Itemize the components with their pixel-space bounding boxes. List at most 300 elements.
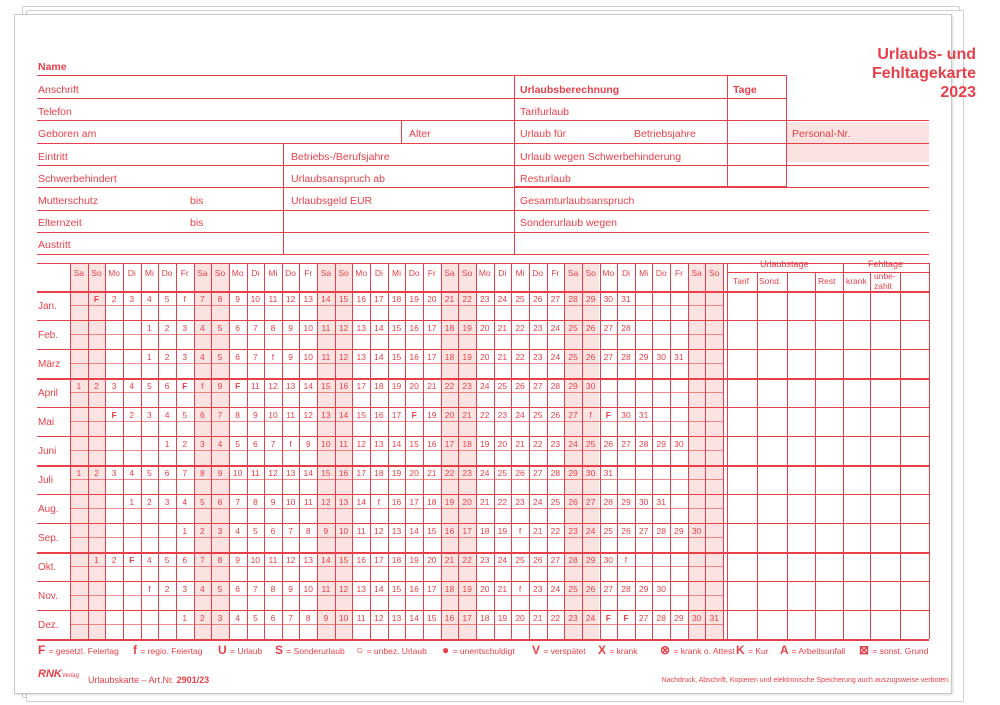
calendar-day-cell[interactable]: 19 (480, 439, 490, 449)
calendar-day-cell[interactable]: 10 (303, 352, 313, 362)
calendar-day-cell[interactable]: 8 (217, 555, 223, 565)
calendar-day-cell[interactable]: 12 (268, 381, 278, 391)
calendar-day-cell[interactable]: 22 (480, 410, 490, 420)
calendar-day-cell[interactable]: 17 (391, 410, 402, 420)
calendar-day-cell[interactable]: 13 (285, 468, 296, 478)
calendar-day-cell[interactable]: 22 (497, 497, 508, 507)
calendar-day-cell[interactable]: 21 (497, 352, 508, 362)
calendar-day-cell[interactable]: 18 (480, 613, 490, 623)
calendar-day-cell[interactable]: 12 (338, 584, 349, 594)
calendar-day-cell[interactable]: 4 (200, 352, 205, 362)
calendar-day-cell[interactable]: 29 (585, 294, 596, 304)
calendar-day-cell[interactable]: F (605, 410, 611, 420)
calendar-day-cell[interactable]: 31 (621, 294, 631, 304)
calendar-day-cell[interactable]: 9 (252, 410, 258, 420)
calendar-day-cell[interactable]: 16 (356, 555, 366, 565)
calendar-day-cell[interactable]: 8 (270, 584, 276, 594)
calendar-day-cell[interactable]: 24 (550, 584, 561, 594)
calendar-day-cell[interactable]: 25 (497, 381, 508, 391)
calendar-day-cell[interactable]: 21 (532, 613, 543, 623)
calendar-day-cell[interactable]: 14 (303, 381, 313, 391)
calendar-day-cell[interactable]: 26 (532, 555, 543, 565)
calendar-day-cell[interactable]: 10 (303, 323, 313, 333)
calendar-day-cell[interactable]: 5 (147, 381, 152, 391)
calendar-day-cell[interactable]: 9 (305, 439, 311, 449)
calendar-day-cell[interactable]: 30 (603, 555, 614, 565)
calendar-day-cell[interactable]: 1 (129, 497, 135, 507)
calendar-day-cell[interactable]: 15 (321, 381, 331, 391)
calendar-day-cell[interactable]: 17 (427, 584, 437, 594)
calendar-day-cell[interactable]: 17 (356, 381, 366, 391)
calendar-day-cell[interactable]: 10 (250, 555, 261, 565)
calendar-day-cell[interactable]: 19 (427, 410, 437, 420)
calendar-day-cell[interactable]: 3 (111, 381, 117, 391)
calendar-day-cell[interactable]: 29 (674, 613, 684, 623)
calendar-day-cell[interactable]: 9 (288, 584, 293, 594)
calendar-day-cell[interactable]: 30 (674, 439, 684, 449)
calendar-day-cell[interactable]: 14 (409, 613, 419, 623)
calendar-day-cell[interactable]: 23 (462, 381, 472, 391)
calendar-day-cell[interactable]: 19 (462, 352, 472, 362)
calendar-day-cell[interactable]: 14 (303, 468, 313, 478)
calendar-day-cell[interactable]: 30 (585, 381, 596, 391)
calendar-day-cell[interactable]: 6 (182, 555, 188, 565)
calendar-day-cell[interactable]: 24 (480, 468, 490, 478)
calendar-day-cell[interactable]: 30 (603, 294, 614, 304)
calendar-day-cell[interactable]: 2 (147, 497, 152, 507)
calendar-day-cell[interactable]: 20 (497, 439, 508, 449)
calendar-day-cell[interactable]: 19 (462, 584, 472, 594)
calendar-day-cell[interactable]: 1 (76, 468, 82, 478)
calendar-day-cell[interactable]: 12 (374, 613, 384, 623)
calendar-day-cell[interactable]: 21 (427, 381, 437, 391)
calendar-day-cell[interactable]: 30 (691, 613, 702, 623)
calendar-day-cell[interactable]: 31 (674, 352, 684, 362)
calendar-day-cell[interactable]: 13 (303, 294, 313, 304)
calendar-day-cell[interactable]: 25 (497, 468, 508, 478)
calendar-day-cell[interactable]: 4 (200, 323, 205, 333)
calendar-day-cell[interactable]: 7 (252, 323, 258, 333)
calendar-day-cell[interactable]: 7 (288, 613, 293, 623)
calendar-day-cell[interactable]: 6 (235, 323, 241, 333)
calendar-day-cell[interactable]: 11 (250, 468, 260, 478)
calendar-day-cell[interactable]: 14 (374, 323, 384, 333)
calendar-day-cell[interactable]: 17 (462, 613, 472, 623)
calendar-day-cell[interactable]: 8 (200, 468, 205, 478)
calendar-day-cell[interactable]: 6 (235, 584, 241, 594)
calendar-day-cell[interactable]: 23 (480, 555, 490, 565)
calendar-day-cell[interactable]: 9 (217, 468, 223, 478)
calendar-day-cell[interactable]: f (518, 526, 522, 536)
calendar-day-cell[interactable]: 13 (356, 323, 366, 333)
calendar-day-cell[interactable]: 22 (444, 381, 455, 391)
calendar-day-cell[interactable]: 11 (286, 410, 296, 420)
calendar-day-cell[interactable]: f (183, 294, 186, 304)
calendar-day-cell[interactable]: 3 (182, 584, 188, 594)
calendar-day-cell[interactable]: 4 (164, 410, 170, 420)
calendar-day-cell[interactable]: 16 (338, 381, 349, 391)
calendar-day-cell[interactable]: 18 (444, 352, 455, 362)
calendar-day-cell[interactable]: 30 (621, 410, 631, 420)
calendar-day-cell[interactable]: 10 (268, 410, 278, 420)
calendar-day-cell[interactable]: 17 (462, 526, 472, 536)
calendar-day-cell[interactable]: 25 (515, 555, 525, 565)
calendar-day-cell[interactable]: 16 (409, 584, 419, 594)
calendar-day-cell[interactable]: 7 (200, 294, 205, 304)
calendar-day-cell[interactable]: 7 (182, 468, 188, 478)
calendar-day-cell[interactable]: 12 (374, 526, 384, 536)
calendar-day-cell[interactable]: 27 (638, 613, 649, 623)
calendar-day-cell[interactable]: 10 (338, 526, 349, 536)
calendar-day-cell[interactable]: 5 (217, 323, 223, 333)
calendar-day-cell[interactable]: 7 (235, 497, 241, 507)
calendar-day-cell[interactable]: 3 (147, 410, 152, 420)
calendar-day-cell[interactable]: 16 (409, 323, 419, 333)
calendar-day-cell[interactable]: 19 (497, 613, 508, 623)
calendar-day-cell[interactable]: 18 (444, 584, 455, 594)
calendar-day-cell[interactable]: 9 (217, 381, 223, 391)
calendar-day-cell[interactable]: 31 (603, 468, 614, 478)
calendar-day-cell[interactable]: 28 (550, 381, 561, 391)
calendar-day-cell[interactable]: 9 (270, 497, 276, 507)
calendar-day-cell[interactable]: 3 (182, 323, 188, 333)
calendar-day-cell[interactable]: 15 (356, 410, 366, 420)
calendar-day-cell[interactable]: 28 (603, 497, 614, 507)
calendar-day-cell[interactable]: 10 (250, 294, 261, 304)
calendar-day-cell[interactable]: 22 (550, 613, 561, 623)
calendar-day-cell[interactable]: 26 (585, 352, 596, 362)
calendar-day-cell[interactable]: 5 (182, 410, 188, 420)
calendar-day-cell[interactable]: 21 (532, 526, 543, 536)
calendar-day-cell[interactable]: 23 (568, 526, 578, 536)
calendar-day-cell[interactable]: 25 (532, 410, 543, 420)
calendar-day-cell[interactable]: 30 (656, 584, 666, 594)
calendar-day-cell[interactable]: 28 (621, 584, 631, 594)
calendar-day-cell[interactable]: 5 (252, 613, 258, 623)
calendar-day-cell[interactable]: 13 (303, 555, 313, 565)
calendar-day-cell[interactable]: 21 (497, 323, 508, 333)
calendar-day-cell[interactable]: 28 (638, 439, 649, 449)
calendar-day-cell[interactable]: f (201, 381, 204, 391)
calendar-day-cell[interactable]: 23 (568, 613, 578, 623)
calendar-day-cell[interactable]: 29 (568, 381, 578, 391)
calendar-day-cell[interactable]: F (182, 381, 188, 391)
calendar-day-cell[interactable]: 29 (638, 352, 649, 362)
calendar-day-cell[interactable]: 13 (285, 381, 296, 391)
calendar-day-cell[interactable]: 5 (252, 526, 258, 536)
calendar-day-cell[interactable]: 8 (217, 294, 223, 304)
calendar-day-cell[interactable]: 12 (356, 439, 366, 449)
calendar-day-cell[interactable]: 27 (585, 497, 596, 507)
calendar-day-cell[interactable]: 2 (129, 410, 135, 420)
calendar-day-cell[interactable]: 1 (147, 323, 152, 333)
calendar-day-cell[interactable]: 9 (235, 294, 241, 304)
calendar-day-cell[interactable]: 2 (200, 613, 205, 623)
calendar-day-cell[interactable]: 17 (356, 468, 366, 478)
calendar-day-cell[interactable]: 2 (164, 323, 170, 333)
calendar-day-cell[interactable]: 24 (585, 526, 596, 536)
calendar-day-cell[interactable]: 4 (129, 381, 135, 391)
calendar-day-cell[interactable]: 7 (288, 526, 293, 536)
calendar-day-cell[interactable]: 1 (182, 613, 188, 623)
calendar-day-cell[interactable]: f (589, 410, 592, 420)
calendar-day-cell[interactable]: 20 (444, 410, 455, 420)
calendar-day-cell[interactable]: 5 (164, 294, 170, 304)
calendar-day-cell[interactable]: 24 (550, 323, 561, 333)
calendar-day-cell[interactable]: 16 (444, 526, 455, 536)
calendar-day-cell[interactable]: 25 (603, 526, 614, 536)
calendar-day-cell[interactable]: 10 (303, 584, 313, 594)
calendar-day-cell[interactable]: 7 (217, 410, 223, 420)
calendar-day-cell[interactable]: 6 (270, 613, 276, 623)
calendar-day-cell[interactable]: 4 (182, 497, 188, 507)
calendar-day-cell[interactable]: 18 (427, 497, 437, 507)
calendar-day-cell[interactable]: 4 (129, 468, 135, 478)
calendar-day-cell[interactable]: 2 (164, 352, 170, 362)
calendar-day-cell[interactable]: 11 (356, 613, 366, 623)
calendar-day-cell[interactable]: 1 (76, 381, 82, 391)
calendar-day-cell[interactable]: 25 (568, 323, 578, 333)
calendar-day-cell[interactable]: 12 (285, 294, 296, 304)
calendar-day-cell[interactable]: 4 (147, 294, 152, 304)
calendar-day-cell[interactable]: 16 (427, 439, 437, 449)
calendar-day-cell[interactable]: 8 (305, 613, 311, 623)
calendar-day-cell[interactable]: 19 (391, 381, 402, 391)
calendar-day-cell[interactable]: 3 (217, 613, 223, 623)
calendar-day-cell[interactable]: 10 (285, 497, 296, 507)
calendar-day-cell[interactable]: 12 (268, 468, 278, 478)
calendar-day-cell[interactable]: 15 (391, 584, 402, 594)
calendar-day-cell[interactable]: 11 (321, 352, 331, 362)
calendar-day-cell[interactable]: 3 (111, 468, 117, 478)
calendar-day-cell[interactable]: 10 (321, 439, 331, 449)
calendar-day-cell[interactable]: f (271, 352, 275, 362)
calendar-day-cell[interactable]: 20 (480, 584, 490, 594)
calendar-day-cell[interactable]: 30 (638, 497, 649, 507)
calendar-day-cell[interactable]: 5 (147, 468, 152, 478)
calendar-day-cell[interactable]: 24 (497, 294, 508, 304)
calendar-day-cell[interactable]: 19 (444, 497, 455, 507)
calendar-day-cell[interactable]: 2 (182, 439, 188, 449)
calendar-day-cell[interactable]: 12 (285, 555, 296, 565)
calendar-day-cell[interactable]: 12 (303, 410, 313, 420)
calendar-day-cell[interactable]: f (289, 439, 292, 449)
calendar-day-cell[interactable]: 20 (515, 613, 525, 623)
calendar-day-cell[interactable]: 16 (391, 497, 402, 507)
calendar-day-cell[interactable]: 27 (568, 410, 578, 420)
calendar-day-cell[interactable]: 12 (338, 352, 349, 362)
calendar-day-cell[interactable]: 3 (164, 497, 170, 507)
calendar-day-cell[interactable]: 13 (374, 439, 384, 449)
calendar-day-cell[interactable]: 27 (550, 294, 561, 304)
calendar-day-cell[interactable]: 11 (268, 294, 278, 304)
calendar-day-cell[interactable]: F (129, 555, 135, 565)
calendar-day-cell[interactable]: 24 (585, 613, 596, 623)
calendar-day-cell[interactable]: 11 (321, 584, 331, 594)
calendar-day-cell[interactable]: 30 (585, 468, 596, 478)
calendar-day-cell[interactable]: 21 (480, 497, 490, 507)
calendar-day-cell[interactable]: 16 (356, 294, 366, 304)
calendar-day-cell[interactable]: 15 (391, 323, 402, 333)
calendar-day-cell[interactable]: 26 (550, 410, 561, 420)
calendar-day-cell[interactable]: 12 (321, 497, 331, 507)
calendar-day-cell[interactable]: 27 (603, 584, 614, 594)
calendar-day-cell[interactable]: 23 (462, 468, 472, 478)
calendar-day-cell[interactable]: 20 (480, 323, 490, 333)
calendar-day-cell[interactable]: 27 (638, 526, 649, 536)
calendar-day-cell[interactable]: 22 (444, 468, 455, 478)
calendar-day-cell[interactable]: 21 (444, 294, 455, 304)
calendar-day-cell[interactable]: 25 (568, 352, 578, 362)
calendar-day-cell[interactable]: 20 (409, 468, 419, 478)
calendar-day-cell[interactable]: 13 (391, 526, 402, 536)
calendar-day-cell[interactable]: f (518, 584, 522, 594)
calendar-day-cell[interactable]: 25 (585, 439, 596, 449)
calendar-day-cell[interactable]: 30 (691, 526, 702, 536)
calendar-day-cell[interactable]: 25 (550, 497, 561, 507)
calendar-day-cell[interactable]: 2 (200, 526, 205, 536)
calendar-day-cell[interactable]: 11 (339, 439, 348, 449)
calendar-day-cell[interactable]: 10 (232, 468, 243, 478)
calendar-day-cell[interactable]: 26 (568, 497, 578, 507)
calendar-day-cell[interactable]: 24 (515, 410, 525, 420)
calendar-day-cell[interactable]: 5 (235, 439, 241, 449)
calendar-day-cell[interactable]: 5 (217, 584, 223, 594)
calendar-day-cell[interactable]: 17 (444, 439, 455, 449)
calendar-day-cell[interactable]: 28 (621, 323, 631, 333)
calendar-day-cell[interactable]: 31 (656, 497, 666, 507)
calendar-day-cell[interactable]: 15 (427, 526, 437, 536)
calendar-day-cell[interactable]: 9 (288, 352, 293, 362)
calendar-day-cell[interactable]: 26 (515, 381, 525, 391)
calendar-day-cell[interactable]: 20 (427, 555, 437, 565)
calendar-day-cell[interactable]: 25 (568, 584, 578, 594)
calendar-day-cell[interactable]: 15 (338, 294, 349, 304)
calendar-day-cell[interactable]: 27 (532, 468, 543, 478)
calendar-day-cell[interactable]: 1 (147, 352, 152, 362)
calendar-day-cell[interactable]: F (623, 613, 629, 623)
calendar-day-cell[interactable]: 11 (303, 497, 313, 507)
calendar-day-cell[interactable]: F (111, 410, 117, 420)
calendar-day-cell[interactable]: 14 (321, 555, 331, 565)
calendar-day-cell[interactable]: 11 (268, 555, 278, 565)
calendar-day-cell[interactable]: 24 (480, 381, 490, 391)
calendar-day-cell[interactable]: 4 (200, 584, 205, 594)
calendar-day-cell[interactable]: 15 (427, 613, 437, 623)
calendar-day-cell[interactable]: f (377, 497, 381, 507)
calendar-day-cell[interactable]: 14 (374, 584, 384, 594)
calendar-day-cell[interactable]: 29 (621, 497, 631, 507)
calendar-day-cell[interactable]: 19 (497, 526, 508, 536)
calendar-day-cell[interactable]: 28 (568, 294, 578, 304)
calendar-day-cell[interactable]: 24 (532, 497, 543, 507)
calendar-day-cell[interactable]: 6 (217, 497, 223, 507)
calendar-day-cell[interactable]: 22 (515, 323, 525, 333)
calendar-day-cell[interactable]: 14 (391, 439, 402, 449)
calendar-day-cell[interactable]: 23 (532, 323, 543, 333)
calendar-day-cell[interactable]: 26 (621, 526, 631, 536)
calendar-day-cell[interactable]: 2 (111, 294, 117, 304)
calendar-day-cell[interactable]: 7 (270, 439, 276, 449)
calendar-day-cell[interactable]: 21 (462, 410, 472, 420)
calendar-day-cell[interactable]: 19 (391, 468, 402, 478)
calendar-day-cell[interactable]: 22 (462, 294, 472, 304)
calendar-day-cell[interactable]: 26 (515, 468, 525, 478)
calendar-day-cell[interactable]: 6 (235, 352, 241, 362)
calendar-day-cell[interactable]: 25 (515, 294, 525, 304)
calendar-day-cell[interactable]: 28 (656, 613, 666, 623)
calendar-day-cell[interactable]: 3 (217, 526, 223, 536)
calendar-day-cell[interactable]: 26 (585, 323, 596, 333)
calendar-day-cell[interactable]: 6 (164, 468, 170, 478)
calendar-day-cell[interactable]: F (605, 613, 611, 623)
calendar-day-cell[interactable]: 14 (321, 294, 331, 304)
calendar-day-cell[interactable]: 9 (323, 613, 329, 623)
calendar-day-cell[interactable]: 18 (374, 468, 384, 478)
calendar-day-cell[interactable]: 14 (374, 352, 384, 362)
calendar-day-cell[interactable]: 6 (200, 410, 205, 420)
calendar-day-cell[interactable]: 2 (111, 555, 117, 565)
calendar-day-cell[interactable]: 22 (550, 526, 561, 536)
calendar-day-cell[interactable]: 19 (409, 555, 419, 565)
calendar-day-cell[interactable]: 13 (391, 613, 402, 623)
calendar-day-cell[interactable]: 18 (480, 526, 490, 536)
calendar-day-cell[interactable]: 12 (338, 323, 349, 333)
calendar-day-cell[interactable]: f (624, 555, 628, 565)
calendar-day-cell[interactable]: 7 (252, 584, 258, 594)
calendar-day-cell[interactable]: 23 (515, 497, 525, 507)
calendar-day-cell[interactable]: 11 (321, 323, 331, 333)
calendar-day-cell[interactable]: 29 (674, 526, 684, 536)
calendar-day-cell[interactable]: 3 (182, 352, 188, 362)
calendar-day-cell[interactable]: 2 (94, 381, 99, 391)
calendar-day-cell[interactable]: 17 (409, 497, 419, 507)
calendar-day-cell[interactable]: 18 (391, 294, 402, 304)
calendar-day-cell[interactable]: 27 (532, 381, 543, 391)
calendar-day-cell[interactable]: 9 (323, 526, 329, 536)
calendar-day-cell[interactable]: 29 (585, 555, 596, 565)
calendar-day-cell[interactable]: 19 (462, 323, 472, 333)
calendar-day-cell[interactable]: 1 (182, 526, 188, 536)
calendar-day-cell[interactable]: 29 (638, 584, 649, 594)
calendar-day-cell[interactable]: 15 (391, 352, 402, 362)
calendar-day-cell[interactable]: 28 (550, 468, 561, 478)
calendar-day-cell[interactable]: 22 (532, 439, 543, 449)
calendar-day-cell[interactable]: 17 (427, 352, 437, 362)
calendar-day-cell[interactable]: 30 (656, 352, 666, 362)
calendar-day-cell[interactable]: 10 (338, 613, 349, 623)
calendar-day-cell[interactable]: 26 (603, 439, 614, 449)
calendar-day-cell[interactable]: 6 (270, 526, 276, 536)
calendar-day-cell[interactable]: 31 (709, 613, 719, 623)
calendar-day-cell[interactable]: f (148, 584, 151, 594)
calendar-day-cell[interactable]: 28 (568, 555, 578, 565)
calendar-day-cell[interactable]: 24 (497, 555, 508, 565)
calendar-day-cell[interactable]: 17 (374, 555, 384, 565)
calendar-day-cell[interactable]: 20 (462, 497, 472, 507)
calendar-day-cell[interactable]: 14 (356, 497, 366, 507)
calendar-day-cell[interactable]: 20 (409, 381, 419, 391)
calendar-day-cell[interactable]: 4 (235, 613, 241, 623)
calendar-day-cell[interactable]: 5 (164, 555, 170, 565)
calendar-day-cell[interactable]: 17 (427, 323, 437, 333)
calendar-day-cell[interactable]: 27 (550, 555, 561, 565)
calendar-day-cell[interactable]: 23 (497, 410, 508, 420)
calendar-day-cell[interactable]: F (93, 294, 100, 304)
calendar-day-cell[interactable]: 22 (515, 352, 525, 362)
calendar-day-cell[interactable]: 16 (374, 410, 384, 420)
calendar-day-cell[interactable]: 16 (444, 613, 455, 623)
